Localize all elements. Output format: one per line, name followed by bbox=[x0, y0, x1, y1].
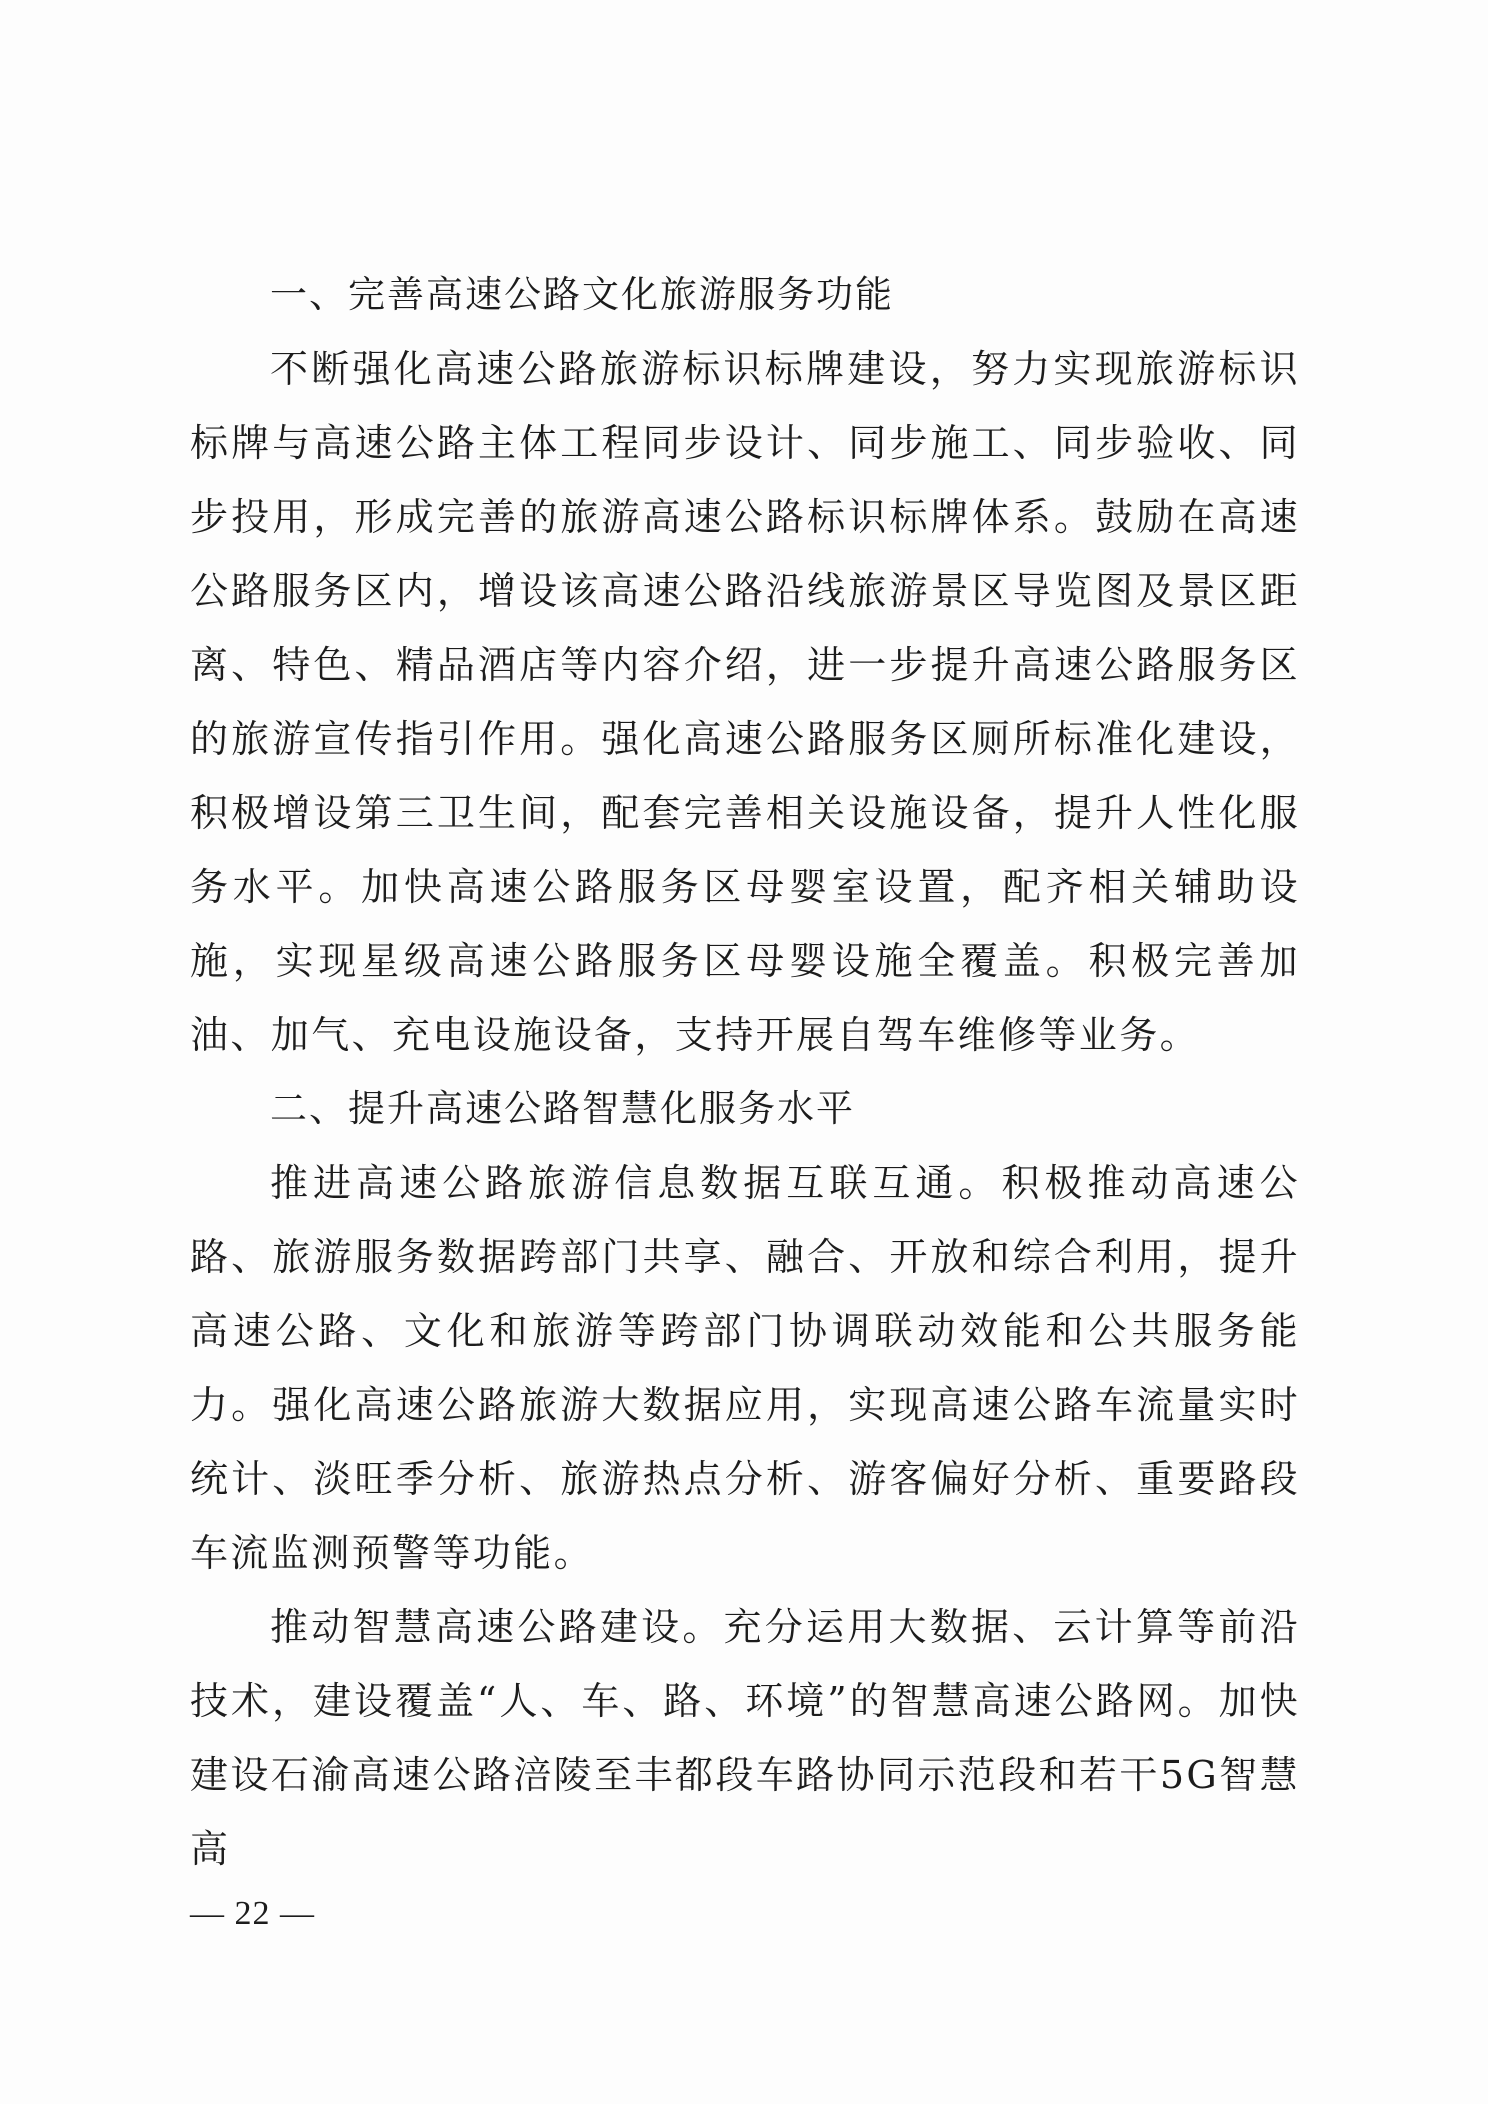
section-heading-2: 二、提升高速公路智慧化服务水平 bbox=[270, 1087, 855, 1130]
document-body bbox=[190, 258, 1300, 1886]
page-number: — 22 — bbox=[190, 1895, 315, 1932]
section-2-paragraph-2: 推动智慧高速公路建设。充分运用大数据、云计算等前沿技术，建设覆盖“人、车、路、环境”的智慧高速公路网。加快建设石渝高速公路涪陵至丰都段车路协同示范段和若干5G智慧高 bbox=[190, 1605, 1300, 1871]
section-heading-1: 一、完善高速公路文化旅游服务功能 bbox=[270, 273, 894, 316]
section-1-paragraph-1: 不断强化高速公路旅游标识标牌建设，努力实现旅游标识标牌与高速公路主体工程同步设计、同步施工、同步验收、同步投用，形成完善的旅游高速公路标识标牌体系。鼓励在高速公路服务区内，增设该高速公路沿线旅游景区导览图及景区距离、特色、精品酒店等内容介绍，进一步提升高速公路服务区的旅游宣传指引作用。强化高速公路服务区厕所标准化建设，积极增设第三卫生间，配套完善相关设施设备，提升人性化服务水平。加快高速公路服务区母婴室设置，配齐相关辅助设施，实现星级高速公路服务区母婴设施全覆盖。积极完善加油、加气、充电设施设备，支持开展自驾车维修等业务。 bbox=[190, 347, 1300, 1057]
section-2-paragraph-1: 推进高速公路旅游信息数据互联互通。积极推动高速公路、旅游服务数据跨部门共享、融合、开放和综合利用，提升高速公路、文化和旅游等跨部门协调联动效能和公共服务能力。强化高速公路旅游大数据应用，实现高速公路车流量实时统计、淡旺季分析、旅游热点分析、游客偏好分析、重要路段车流监测预警等功能。 bbox=[190, 1161, 1300, 1575]
